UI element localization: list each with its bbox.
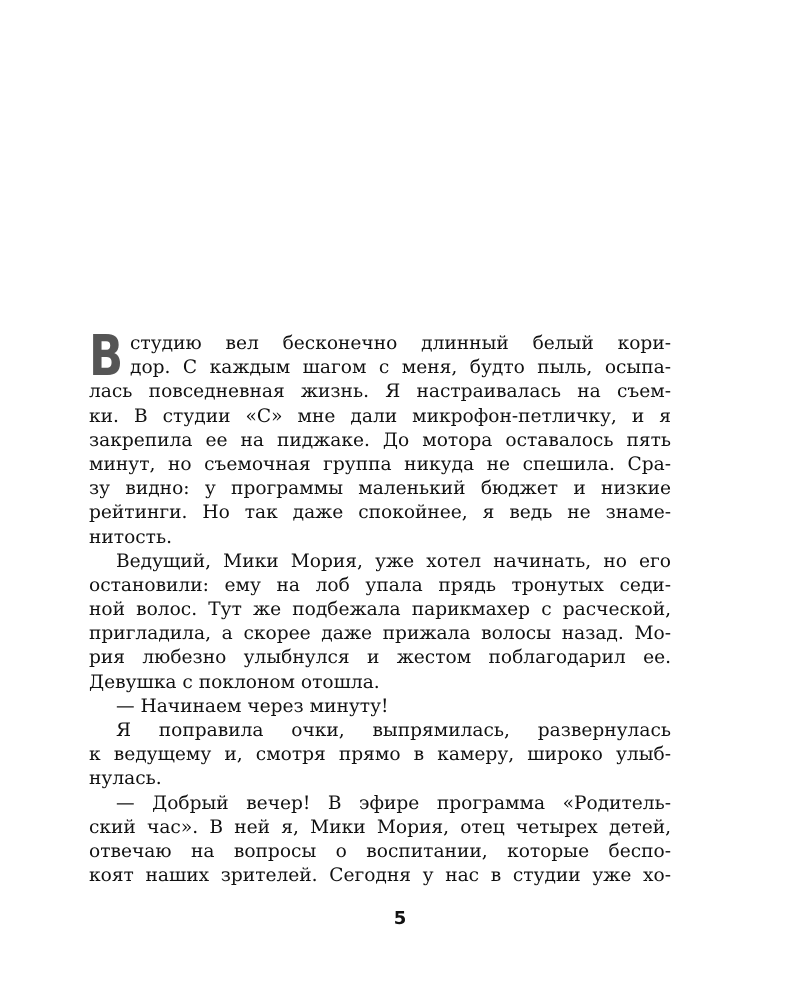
text-line: нитость. [89,526,173,548]
text-line: ки. В студии «С» мне дали микрофон-петличку, и я [89,405,671,427]
text-line: нулась. [89,768,162,790]
text-line: Ведущий, Мики Мория, уже хотел начинать, но его [116,550,671,572]
text-line: закрепила ее на пиджаке. До мотора оставалось пять [89,429,671,451]
text-line: — Начинаем через минуту! [116,695,389,717]
text-line: лась повседневная жизнь. Я настраивалась на съем- [89,381,671,403]
text-line: минут, но съемочная группа никуда не спешила. Сра- [89,453,671,475]
text-line: отвечаю на вопросы о воспитании, которые беспо- [89,840,671,862]
text-lines [89,324,671,888]
text-line: ский час». В ней я, Мики Мория, отец четырех детей, [89,816,671,838]
text-line: остановили: ему на лоб упала прядь тронутых седи- [89,574,671,596]
text-line: зу видно: у программы маленький бюджет и низкие [89,478,671,500]
text-line: дор. С каждым шагом с меня, будто пыль, осыпа- [130,357,671,379]
text-line: пригладила, а скорее даже прижала волосы назад. Мо- [89,623,671,645]
text-line: к ведущему и, смотря прямо в камеру, широко улыб- [89,744,671,766]
body-text [89,324,671,888]
text-line: рия любезно улыбнулся и жестом поблагодарил ее. [89,647,671,669]
drop-cap: В [89,324,124,389]
text-line: рейтинги. Но так даже спокойнее, я ведь не знаме- [89,502,671,524]
text-line: ной волос. Тут же подбежала парикмахер с расческой, [89,599,671,621]
text-line: Я поправила очки, выпрямилась, развернулась [116,720,671,741]
text-line: студию вел бесконечно длинный белый кори- [130,333,671,354]
text-line: — Добрый вечер! В эфире программа «Родитель- [116,792,671,814]
page-number: 5 [393,908,407,929]
text-line: коят наших зрителей. Сегодня у нас в студии уже хо- [89,865,671,887]
text-line: Девушка с поклоном отошла. [89,671,380,693]
